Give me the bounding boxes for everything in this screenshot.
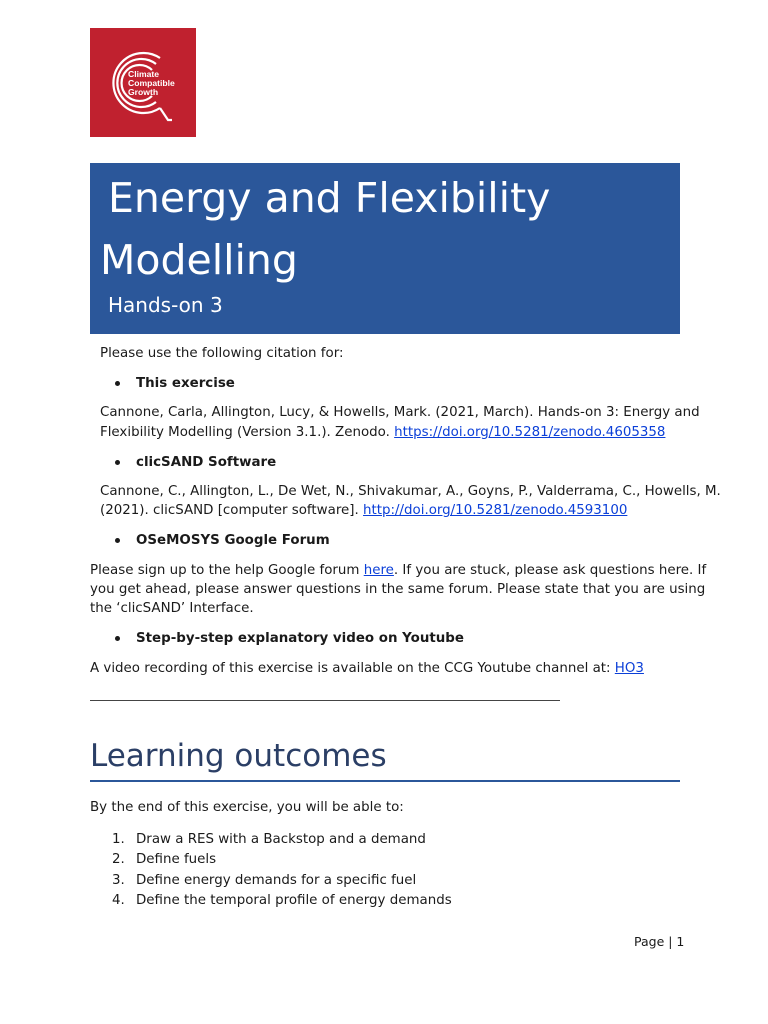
- forum-line-2: you get ahead, please answer questions in the same forum. Please state that you are using: [90, 582, 706, 597]
- bullet: [115, 636, 120, 641]
- section-heading-exercise: This exercise: [136, 376, 235, 391]
- forum-here-link[interactable]: here: [363, 563, 394, 578]
- learning-intro: By the end of this exercise, you will be able to:: [90, 800, 404, 815]
- separator-line: [90, 700, 560, 701]
- logo-line-1: Climate: [128, 69, 160, 79]
- page-number: Page | 1: [634, 934, 685, 949]
- citation-intro: Please use the following citation for:: [100, 346, 344, 361]
- citation-exercise-text: Flexibility Modelling (Version 3.1.). Zenodo.: [100, 425, 395, 440]
- list-item-number: 2.: [112, 852, 125, 867]
- climate-compatible-growth-logo: [90, 28, 196, 137]
- bullet: [115, 381, 120, 386]
- citation-clicsand-text: (2021). clicSAND [computer software].: [100, 503, 364, 518]
- forum-text-b: . If you are stuck, please ask questions here. If: [393, 563, 707, 578]
- doi-link-exercise[interactable]: https://doi.org/10.5281/zenodo.4605358: [394, 425, 666, 440]
- forum-line-3: the ‘clicSAND’ Interface.: [90, 601, 254, 616]
- section-heading-forum: OSeMOSYS Google Forum: [136, 533, 330, 548]
- list-item: Define energy demands for a specific fuel: [136, 873, 417, 888]
- list-item-number: 1.: [112, 832, 125, 847]
- citation-exercise-line-1: Cannone, Carla, Allington, Lucy, & Howells, Mark. (2021, March). Hands-on 3: Energy and: [100, 405, 700, 420]
- citation-clicsand-line-2: [100, 501, 627, 521]
- list-item-number: 3.: [112, 873, 125, 888]
- subtitle: Hands-on 3: [108, 293, 223, 317]
- logo-text: [128, 70, 175, 97]
- title-line-1: Energy and Flexibility: [108, 174, 551, 222]
- list-item: Define the temporal profile of energy demands: [136, 893, 452, 908]
- heading-underline: [90, 780, 680, 782]
- logo-line-2: Compatible: [128, 78, 175, 88]
- forum-line-1: [90, 561, 706, 581]
- citation-exercise-line-2: [100, 423, 665, 443]
- learning-outcomes-heading: Learning outcomes: [90, 738, 387, 774]
- ho3-video-link[interactable]: HO3: [614, 661, 644, 676]
- list-item: Draw a RES with a Backstop and a demand: [136, 832, 426, 847]
- section-heading-youtube: Step-by-step explanatory video on Youtube: [136, 631, 464, 646]
- citation-clicsand-line-1: Cannone, C., Allington, L., De Wet, N., Shivakumar, A., Goyns, P., Valderrama, C., Howells, M.: [100, 484, 721, 499]
- list-item: Define fuels: [136, 852, 217, 867]
- bullet: [115, 538, 120, 543]
- bullet: [115, 460, 120, 465]
- doi-link-clicsand[interactable]: http://doi.org/10.5281/zenodo.4593100: [363, 503, 628, 518]
- list-item-number: 4.: [112, 893, 125, 908]
- title-line-2: Modelling: [100, 236, 298, 284]
- title-banner: [90, 163, 680, 334]
- youtube-line: [90, 659, 644, 679]
- forum-text-a: Please sign up to the help Google forum: [90, 563, 364, 578]
- youtube-text: A video recording of this exercise is available on the CCG Youtube channel at:: [90, 661, 615, 676]
- logo-line-3: Growth: [128, 87, 159, 97]
- section-heading-clicsand: clicSAND Software: [136, 455, 277, 470]
